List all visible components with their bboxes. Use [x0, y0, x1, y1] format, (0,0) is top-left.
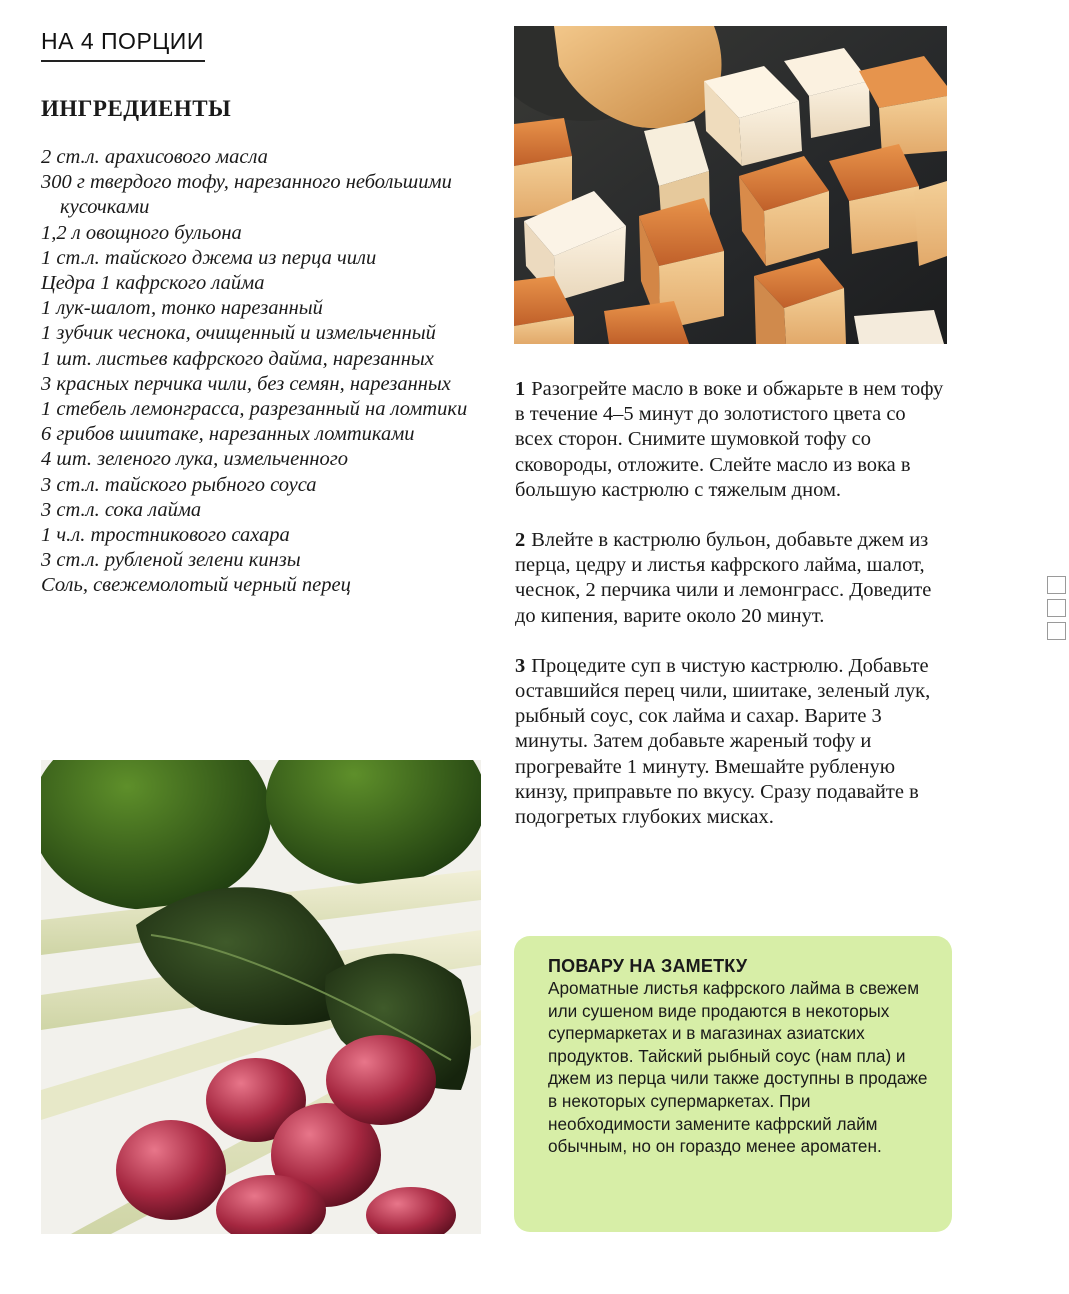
servings-label: НА 4 ПОРЦИИ — [41, 28, 204, 54]
page-marker-box — [1047, 576, 1066, 594]
page-marker-box — [1047, 599, 1066, 617]
ingredient-item: 3 ст.л. сока лайма — [41, 498, 202, 521]
ingredient-item: 1 стебель лемонграсса, разрезанный на ломтики — [41, 398, 468, 421]
ingredient-item: 1 шт. листьев кафрского дайма, нарезанных — [41, 347, 434, 370]
ingredient-item: 2 ст.л. арахисового масла — [41, 146, 268, 168]
page-marker-box — [1047, 622, 1066, 640]
step-text: Процедите суп в чистую кастрюлю. Добавьте оставшийся перец чили, шиитаке, зеленый лук, рыбный соус, сок лайма и сахар. Варите 3 минуты. Затем добавьте жареный тофу и прогревайте 1 минуту. Вмешайте рубленую кинзу, приправьте по вкусу. Сразу подавайте в подогретых глубоких мисках. — [515, 654, 931, 829]
step-number: 3 — [515, 654, 526, 677]
method-step — [515, 654, 945, 830]
tip-body: Ароматные листья кафрского лайма в свежем или сушеном виде продаются в некоторых супермаркетах и в магазинах азиатских продуктов. Тайский рыбный соус (нам пла) и джем из перца чили также доступны в продаже в некоторых супермаркетах. При необходимости замените кафрский лайм обычным, но он гораздо менее ароматен. — [548, 978, 928, 1157]
ingredient-item: 1 зубчик чеснока, очищенный и измельченный — [41, 322, 436, 345]
cook-tip-box — [514, 936, 952, 1232]
method-step — [515, 528, 945, 629]
method-steps — [515, 377, 945, 855]
ingredient-item: Цедра 1 кафрского лайма — [41, 272, 265, 295]
ingredient-item: Соль, свежемолотый черный перец — [41, 574, 351, 597]
kaffir-lime-shallots-photo — [41, 760, 481, 1234]
ingredient-item: 1 ч.л. тростникового сахара — [41, 524, 290, 547]
step-number: 2 — [515, 529, 526, 552]
ingredient-item: 1,2 л овощного бульона — [41, 221, 242, 244]
ingredient-item: 1 ст.л. тайского джема из перца чили — [41, 246, 377, 269]
method-step — [515, 377, 945, 503]
ingredient-item: 1 лук-шалот, тонко нарезанный — [41, 297, 323, 320]
step-text: Влейте в кастрюлю бульон, добавьте джем из перца, цедру и листья кафрского лайма, шалот, чеснок, 2 перчика чили и лемонграсс. Доведите до кипения, варите около 20 минут. — [515, 529, 932, 627]
ingredient-item: 3 красных перчика чили, без семян, нарезанных — [41, 372, 451, 395]
step-number: 1 — [515, 378, 526, 400]
ingredient-item: 6 грибов шиитаке, нарезанных ломтиками — [41, 423, 415, 446]
fried-tofu-photo — [514, 26, 947, 344]
step-text: Разогрейте масло в воке и обжарьте в нем тофу в течение 4–5 минут до золотистого цвета со всех сторон. Снимите шумовкой тофу со сковороды, отложите. Слейте масло из вока в большую кастрюлю с тяжелым дном. — [515, 378, 944, 501]
ingredient-item: 3 ст.л. тайского рыбного соуса — [41, 473, 317, 496]
ingredient-item: 4 шт. зеленого лука, измельченного — [41, 448, 349, 471]
ingredient-item: 3 ст.л. рубленой зелени кинзы — [41, 549, 301, 572]
ingredients-heading: ИНГРЕДИЕНТЫ — [41, 96, 232, 121]
ingredients-list — [41, 145, 471, 599]
ingredient-item: 300 г твердого тофу, нарезанного небольшими кусочками — [41, 171, 452, 219]
servings-underline — [41, 60, 205, 62]
tip-title: ПОВАРУ НА ЗАМЕТКУ — [548, 956, 748, 976]
